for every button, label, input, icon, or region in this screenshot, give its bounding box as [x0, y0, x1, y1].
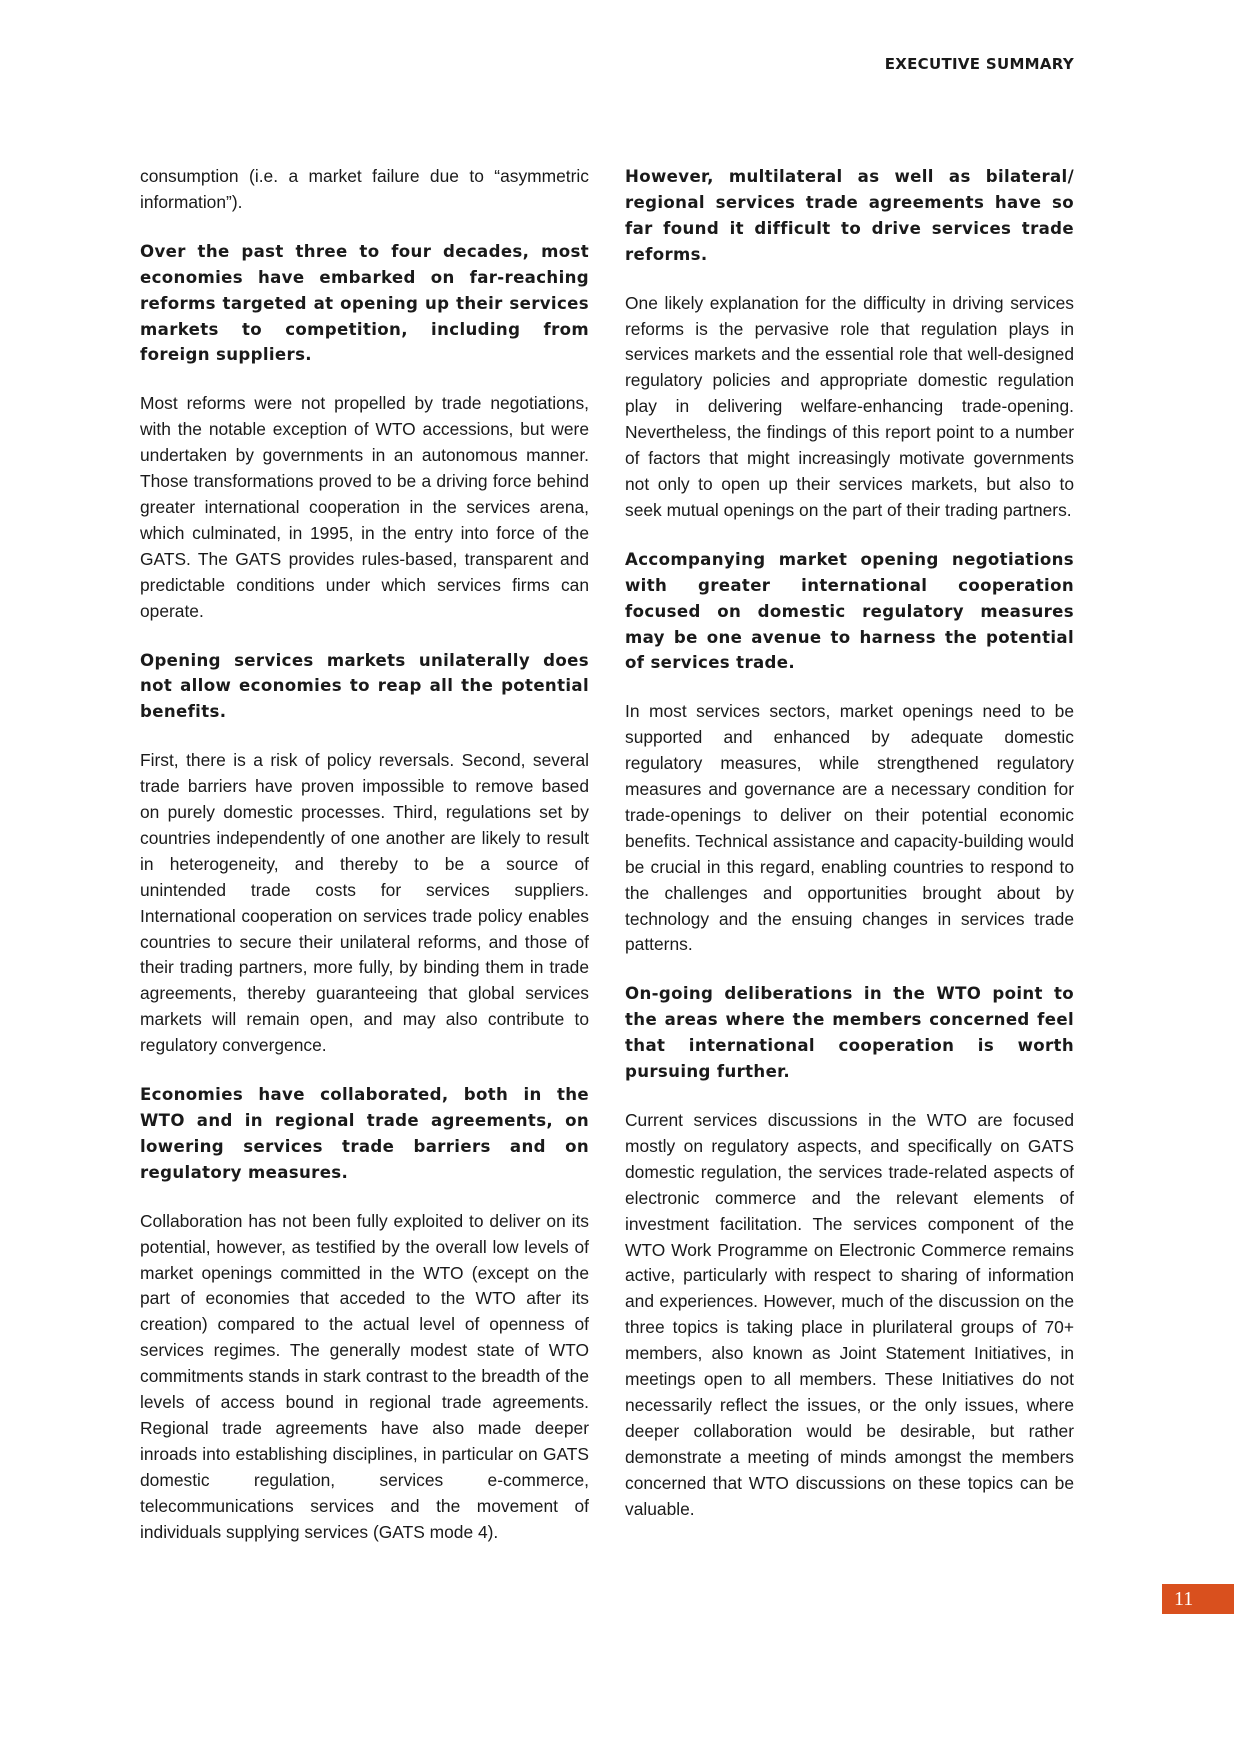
lead-paragraph: On-going deliberations in the WTO point to the areas where the members concerned feel that international cooperation is worth pursuing further. [625, 984, 1074, 1082]
paragraph: First, there is a risk of policy reversals. Second, several trade barriers have proven impossible to remove based on purely domestic processes. Third, regulations set by countries independently of one another are likely to result in heterogeneity, and thereby to be a source of unintended trade costs for services suppliers. International cooperation on services trade policy enables countries to secure their unilateral reforms, and those of their trading partners, more fully, by binding them in trade agreements, thereby guaranteeing that global services markets will remain open, and may also contribute to regulatory convergence. [140, 750, 589, 1056]
running-header: EXECUTIVE SUMMARY [884, 55, 1074, 73]
paragraph: One likely explanation for the difficulty in driving services reforms is the pervasive role that regulation plays in services markets and the essential role that well-designed regulatory policies and appropriate domestic regulation play in delivering welfare-enhancing trade-opening. Nevertheless, the findings of this report point to a number of factors that might increasingly motivate governments not only to open up their services markets, but also to seek mutual openings on the part of their trading partners. [625, 292, 1074, 520]
lead-paragraph: Accompanying market opening negotiations with greater international cooperation focused on domestic regulatory measures may be one avenue to harness the potential of services trade. [625, 549, 1074, 673]
right-column [625, 164, 1074, 1546]
page-number: 11 [1162, 1584, 1234, 1614]
paragraph: In most services sectors, market openings need to be supported and enhanced by adequate domestic regulatory measures, while strengthened regulatory measures and governance are a necessary condition for trade-openings to deliver on their potential economic benefits. Technical assistance and capacity-building would be crucial in this regard, enabling countries to respond to the challenges and opportunities brought about by technology and the ensuing changes in services trade patterns. [625, 701, 1074, 955]
paragraph: consumption (i.e. a market failure due to “asymmetric information”). [140, 166, 589, 212]
lead-paragraph: Over the past three to four decades, most economies have embarked on far-reaching reforms targeted at opening up their services markets to competition, including from foreign suppliers. [140, 241, 589, 365]
left-column [140, 164, 589, 1569]
paragraph: Collaboration has not been fully exploited to deliver on its potential, however, as testified by the overall low levels of market openings committed in the WTO (except on the part of economies that acceded to the WTO after its creation) compared to the actual level of openness of services regimes. The generally modest state of WTO commitments stands in stark contrast to the breadth of the levels of access bound in regional trade agreements. Regional trade agreements have also made deeper inroads into establishing disciplines, in particular on GATS domestic regulation, services e-commerce, telecommunications services and the movement of individuals supplying services (GATS mode 4). [140, 1210, 589, 1542]
lead-paragraph: Opening services markets unilaterally does not allow economies to reap all the potential benefits. [140, 650, 589, 722]
lead-paragraph: Economies have collaborated, both in the WTO and in regional trade agreements, on lowering services trade barriers and on regulatory measures. [140, 1085, 589, 1182]
paragraph: Most reforms were not propelled by trade negotiations, with the notable exception of WTO accessions, but were undertaken by governments in an autonomous manner. Those transformations proved to be a driving force behind greater international cooperation in the services arena, which culminated, in 1995, in the entry into force of the GATS. The GATS provides rules-based, transparent and predictable conditions under which services firms can operate. [140, 393, 589, 621]
paragraph: Current services discussions in the WTO are focused mostly on regulatory aspects, and specifically on GATS domestic regulation, the services trade-related aspects of electronic commerce and the relevant elements of investment facilitation. The services component of the WTO Work Programme on Electronic Commerce remains active, particularly with respect to sharing of information and experiences. However, much of the discussion on the three topics is taking place in plurilateral groups of 70+ members, also known as Joint Statement Initiatives, in meetings open to all members. These Initiatives do not necessarily reflect the issues, or the only issues, where deeper collaboration would be desirable, but rather demonstrate a meeting of minds amongst the members concerned that WTO discussions on these topics can be valuable. [625, 1110, 1074, 1519]
lead-paragraph: However, multilateral as well as bilateral/ regional services trade agreements have so far found it difficult to drive services trade reforms. [625, 167, 1074, 264]
